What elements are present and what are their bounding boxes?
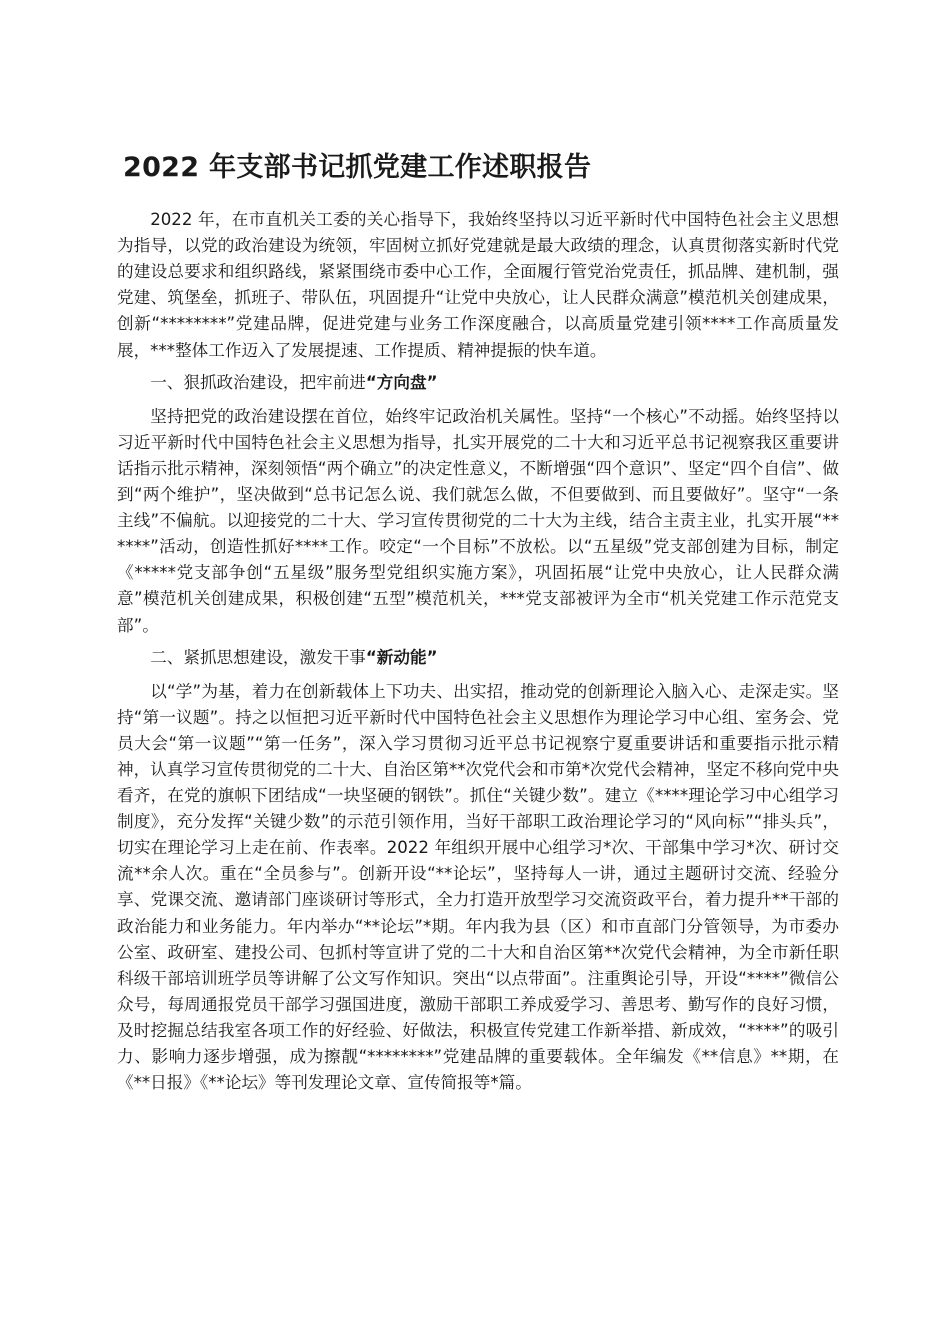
document-page: [117, 150, 839, 1096]
section-1-heading-text: 一、狠抓政治建设，把牢前进: [150, 372, 366, 392]
section-2-paragraph: 以“学”为基，着力在创新载体上下功夫、出实招，推动党的创新理论入脑入心、走深走实。坚持“第一议题”。持之以恒把习近平新时代中国特色社会主义思想作为理论学习中心组、室务会、党员大会“第一议题”“第一任务”，深入学习贯彻习近平总书记视察宁夏重要讲话和重要指示批示精神，认真学习宣传贯彻党的二十大、自治区第**次党代会和市第*次党代会精神，坚定不移向党中央看齐，在党的旗帜下团结成“一块坚硬的钢铁”。抓住“关键少数”。建立《****理论学习中心组学习制度》，充分发挥“关键少数”的示范引领作用，当好干部职工政治理论学习的“风向标”“排头兵”，切实在理论学习上走在前、作表率。2022 年组织开展中心组学习*次、干部集中学习*次、研讨交流**余人次。重在“全员参与”。创新开设“**论坛”，坚持每人一讲，通过主题研讨交流、经验分享、党课交流、邀请部门座谈研讨等形式，全力打造开放型学习交流资政平台，着力提升**干部的政治能力和业务能力。年内举办“**论坛”*期。年内我为县（区）和市直部门分管领导，为市委办公室、政研室、建投公司、包抓村等宣讲了党的二十大和自治区第**次党代会精神，为全市新任职科级干部培训班学员等讲解了公文写作知识。突出“以点带面”。注重舆论引导，开设“****”微信公众号，每周通报党员干部学习强国进度，激励干部职工养成爱学习、善思考、勤写作的良好习惯，及时挖掘总结我室各项工作的好经验、好做法，积极宣传党建工作新举措、新成效，“****”的吸引力、影响力逐步增强，成为擦靓“********”党建品牌的重要载体。全年编发《**信息》**期，在《**日报》《**论坛》等刊发理论文章、宣传简报等*篇。: [117, 681, 839, 1093]
section-2-heading: [117, 645, 839, 671]
section-1-heading-emphasis: “方向盘”: [365, 372, 438, 392]
document-title: 2022 年支部书记抓党建工作述职报告: [123, 152, 592, 183]
intro-paragraph: 2022 年，在市直机关工委的关心指导下，我始终坚持以习近平新时代中国特色社会主义思想为指导，以党的政治建设为统领，牢固树立抓好党建就是最大政绩的理念，认真贯彻落实新时代党的建设总要求和组织路线，紧紧围绕市委中心工作，全面履行管党治党责任，抓品牌、建机制，强党建、筑堡垒，抓班子、带队伍，巩固提升“让党中央放心，让人民群众满意”模范机关创建成果，创新“********”党建品牌，促进党建与业务工作深度融合，以高质量党建引领****工作高质量发展，***整体工作迈入了发展提速、工作提质、精神提振的快车道。: [117, 210, 839, 360]
section-1-paragraph: 坚持把党的政治建设摆在首位，始终牢记政治机关属性。坚持“一个核心”不动摇。始终坚持以习近平新时代中国特色社会主义思想为指导，扎实开展党的二十大和习近平总书记视察我区重要讲话指示批示精神，深刻领悟“两个确立”的决定性意义，不断增强“四个意识”、坚定“四个自信”、做到“两个维护”，坚决做到“总书记怎么说、我们就怎么做，不但要做到、而且要做好”。坚守“一条主线”不偏航。以迎接党的二十大、学习宣传贯彻党的二十大为主线，结合主责主业，扎实开展“******”活动，创造性抓好****工作。咬定“一个目标”不放松。以“五星级”党支部创建为目标，制定《*****党支部争创“五星级”服务型党组织实施方案》，巩固拓展“让党中央放心，让人民群众满意”模范机关创建成果，积极创建“五型”模范机关，***党支部被评为全市“机关党建工作示范党支部”。: [117, 406, 839, 635]
section-2-heading-text: 二、紧抓思想建设，激发干事: [150, 647, 366, 667]
section-1-heading: [117, 370, 839, 396]
section-2-heading-emphasis: “新动能”: [365, 647, 438, 667]
